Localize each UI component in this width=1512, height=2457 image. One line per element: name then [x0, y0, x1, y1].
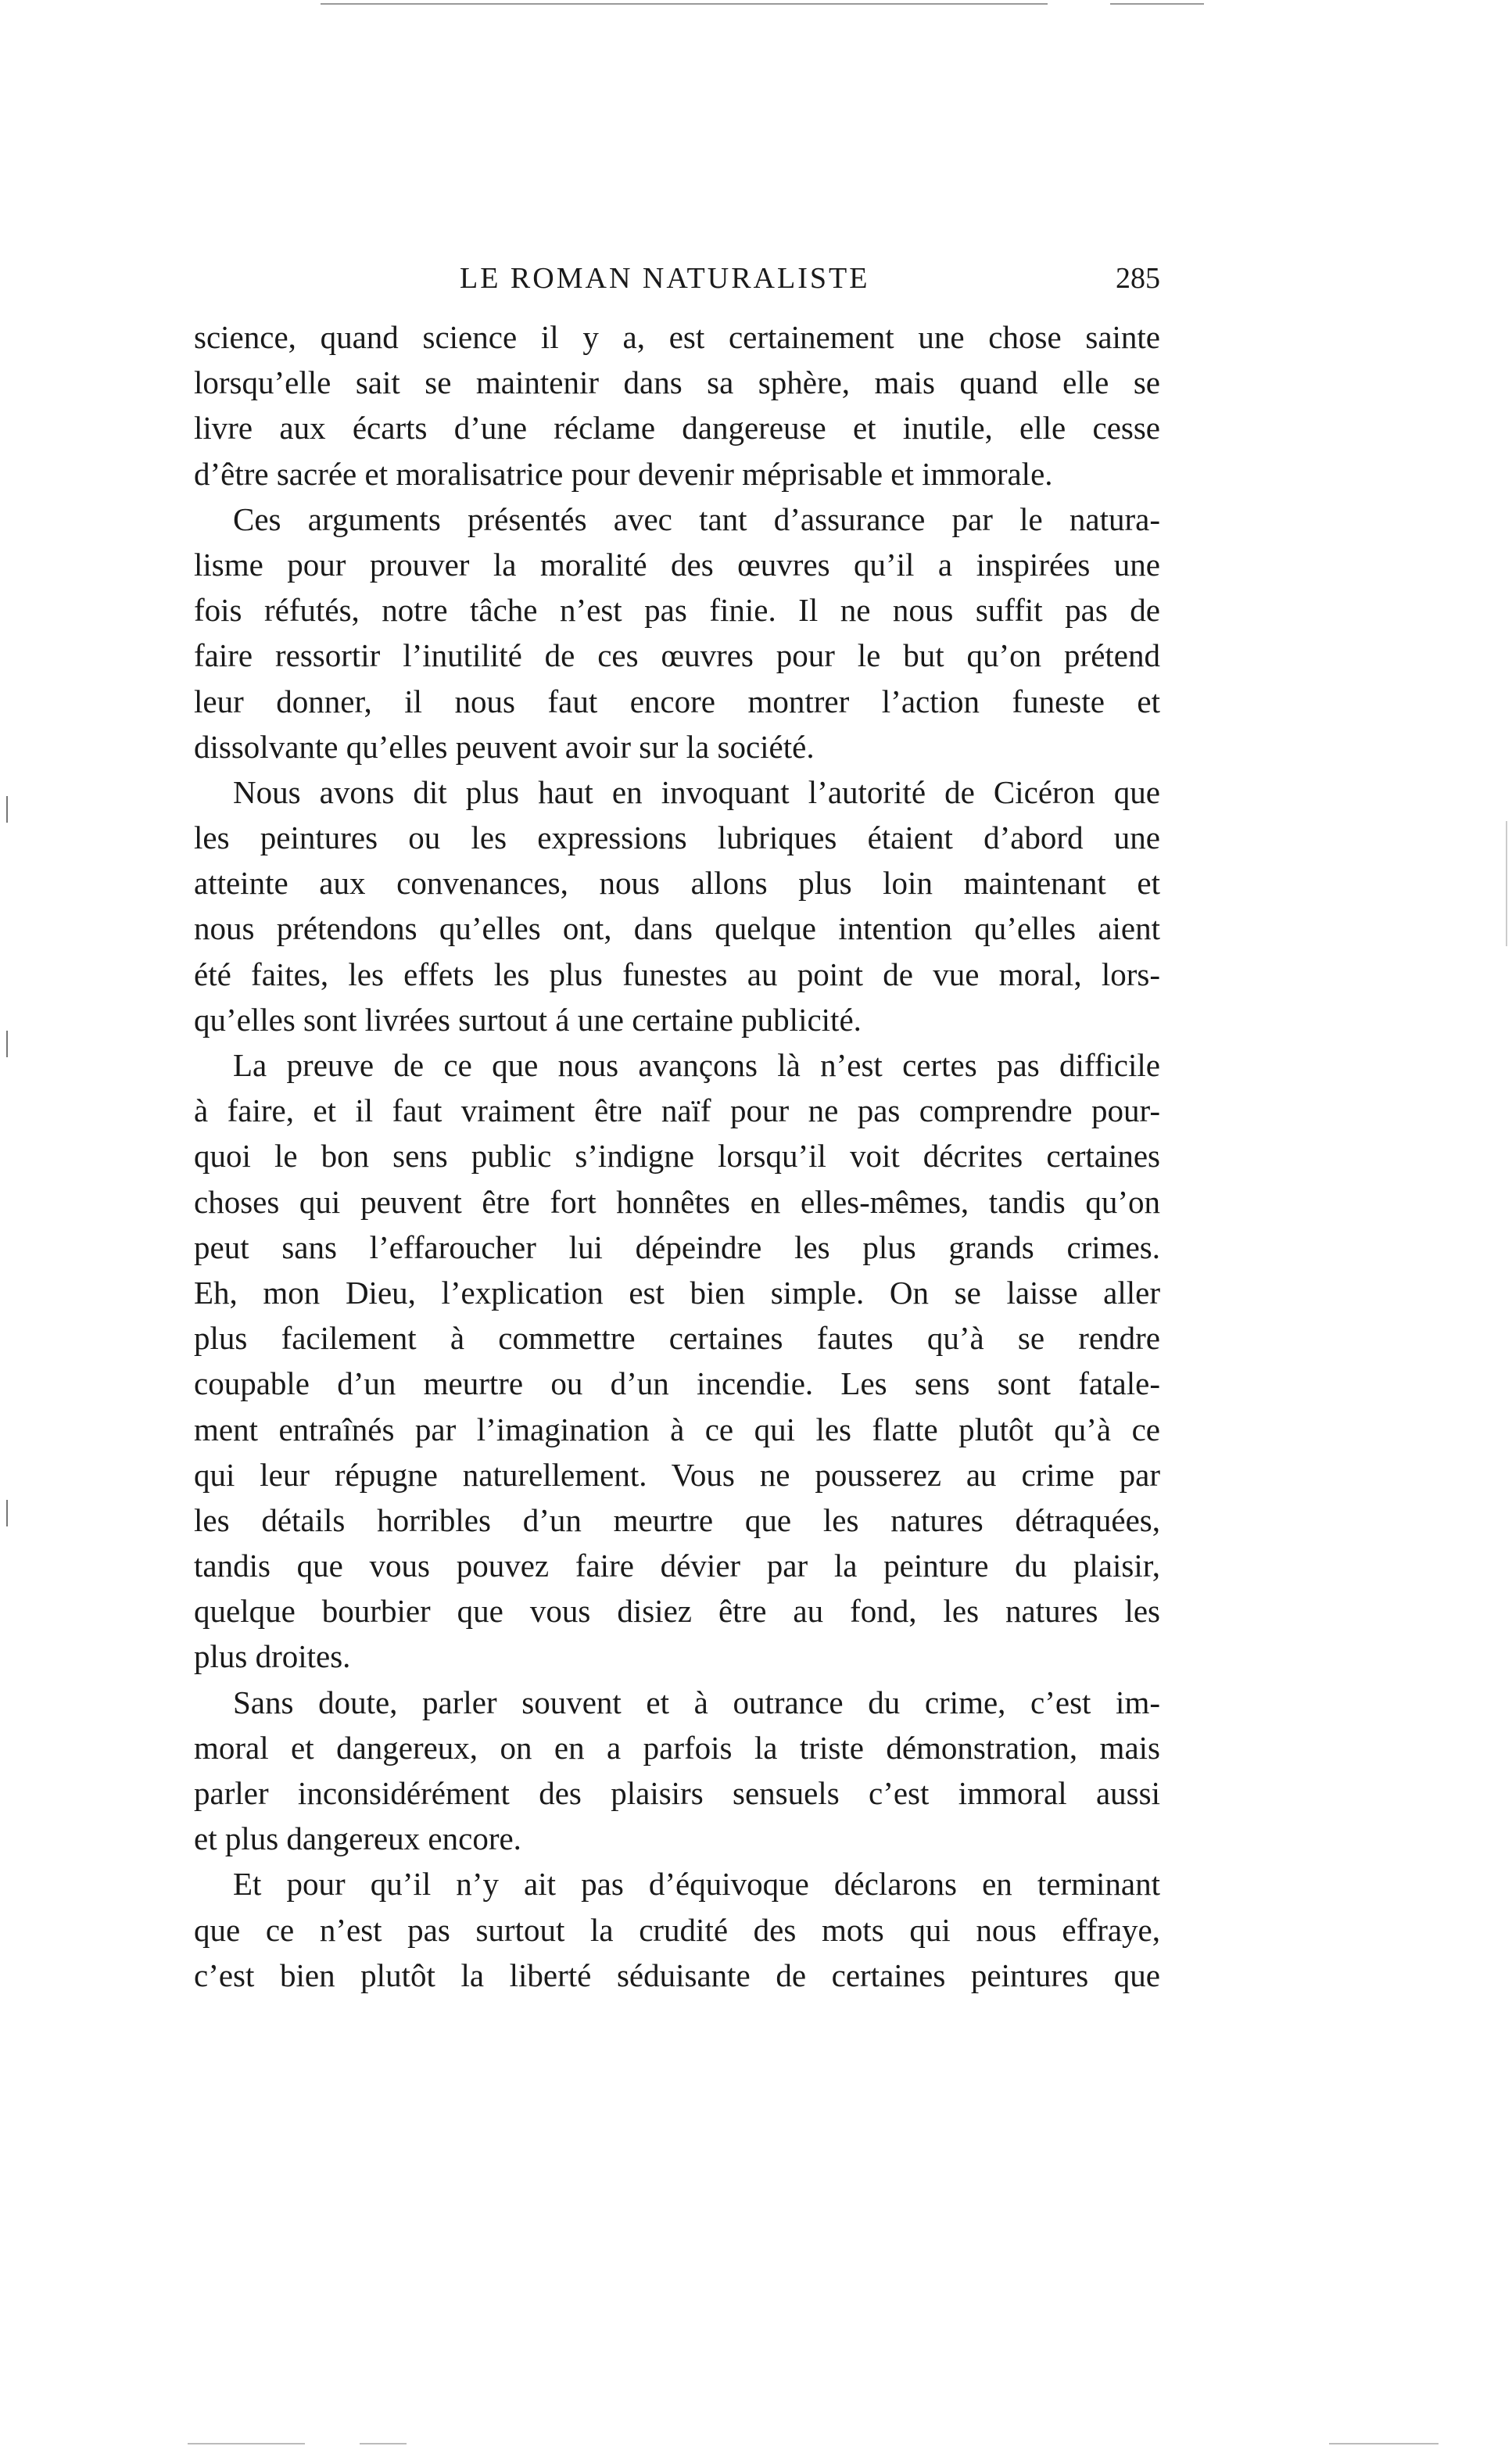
- scan-edge-bottom-right: [1329, 2443, 1439, 2444]
- scan-edge-bottom-mid: [360, 2443, 407, 2444]
- scan-edge-top-right: [1110, 3, 1204, 5]
- text-line: que ce n’est pas surtout la crudité des mots qui nous effraye,: [194, 1911, 1160, 1948]
- text-line: Ces arguments présentés avec tant d’assurance par le natura-: [233, 500, 1160, 537]
- text-line: lisme pour prouver la moralité des œuvres qu’il a inspirées une: [194, 546, 1160, 583]
- text-line: plus facilement à commettre certaines fautes qu’à se rendre: [194, 1320, 1160, 1357]
- paragraph: [194, 314, 1160, 497]
- text-line: La preuve de ce que nous avançons là n’est certes pas difficile: [233, 1047, 1160, 1083]
- text-line: quelque bourbier que vous disiez être au fond, les natures les: [194, 1593, 1160, 1630]
- text-line: nous prétendons qu’elles ont, dans quelque intention qu’elles aient: [194, 910, 1160, 947]
- text-line: tandis que vous pouvez faire dévier par la peinture du plaisir,: [194, 1548, 1160, 1584]
- text-line: moral et dangereux, on en a parfois la triste démonstration, mais: [194, 1729, 1160, 1766]
- text-line: Nous avons dit plus haut en invoquant l’autorité de Cicéron que: [233, 773, 1160, 810]
- text-line: qu’elles sont livrées surtout á une certaine publicité.: [194, 1001, 862, 1038]
- text-line: lorsqu’elle sait se maintenir dans sa sphère, mais quand elle se: [194, 364, 1160, 401]
- text-line: ment entraînés par l’imagination à ce qui les flatte plutôt qu’à ce: [194, 1411, 1160, 1447]
- text-line: les peintures ou les expressions lubriques étaient d’abord une: [194, 820, 1160, 856]
- text-line: c’est bien plutôt la liberté séduisante de certaines peintures que: [194, 1957, 1160, 1993]
- margin-mark: [6, 796, 8, 823]
- text-line: choses qui peuvent être fort honnêtes en elles-mêmes, tandis qu’on: [194, 1183, 1160, 1220]
- text-line: Eh, mon Dieu, l’explication est bien simple. On se laisse aller: [194, 1274, 1160, 1311]
- text-line: dissolvante qu’elles peuvent avoir sur la société.: [194, 728, 815, 765]
- running-head: [194, 261, 1160, 300]
- paragraph: [194, 769, 1160, 1042]
- text-line: peut sans l’effaroucher lui dépeindre les plus grands crimes.: [194, 1228, 1160, 1265]
- body-text: [194, 314, 1160, 1998]
- text-line: coupable d’un meurtre ou d’un incendie. Les sens sont fatale-: [194, 1365, 1160, 1402]
- text-line: été faites, les effets les plus funestes au point de vue moral, lors-: [194, 956, 1160, 992]
- margin-mark: [6, 1031, 8, 1057]
- text-line: et plus dangereux encore.: [194, 1820, 521, 1857]
- text-line: Et pour qu’il n’y ait pas d’équivoque déclarons en terminant: [233, 1866, 1160, 1903]
- text-line: livre aux écarts d’une réclame dangereuse et inutile, elle cesse: [194, 410, 1160, 447]
- text-line: parler inconsidérément des plaisirs sensuels c’est immoral aussi: [194, 1775, 1160, 1811]
- margin-mark: [6, 1500, 8, 1526]
- text-line: faire ressortir l’inutilité de ces œuvres pour le but qu’on prétend: [194, 637, 1160, 674]
- scan-edge-top: [321, 3, 1048, 5]
- text-line: science, quand science il y a, est certainement une chose sainte: [194, 319, 1160, 355]
- text-line: d’être sacrée et moralisatrice pour devenir méprisable et immorale.: [194, 455, 1053, 492]
- margin-mark: [1506, 821, 1507, 946]
- text-line: plus droites.: [194, 1638, 351, 1675]
- text-line: Sans doute, parler souvent et à outrance du crime, c’est im-: [233, 1684, 1160, 1720]
- text-line: qui leur répugne naturellement. Vous ne pousserez au crime par: [194, 1456, 1160, 1493]
- scan-edge-bottom: [188, 2443, 305, 2444]
- text-line: leur donner, il nous faut encore montrer l’action funeste et: [194, 683, 1160, 719]
- text-line: atteinte aux convenances, nous allons plus loin maintenant et: [194, 865, 1160, 902]
- running-head-title: LE ROMAN NATURALISTE: [460, 262, 870, 295]
- paragraph: [194, 1861, 1160, 1998]
- text-line: les détails horribles d’un meurtre que les natures détraquées,: [194, 1501, 1160, 1538]
- paragraph: [194, 497, 1160, 769]
- paragraph: [194, 1042, 1160, 1680]
- text-line: à faire, et il faut vraiment être naïf pour ne pas comprendre pour-: [194, 1092, 1160, 1129]
- page-number: 285: [1116, 262, 1160, 295]
- text-line: fois réfutés, notre tâche n’est pas finie. Il ne nous suffit pas de: [194, 592, 1160, 629]
- text-line: quoi le bon sens public s’indigne lorsqu’il voit décrites certaines: [194, 1138, 1160, 1175]
- paragraph: [194, 1680, 1160, 1862]
